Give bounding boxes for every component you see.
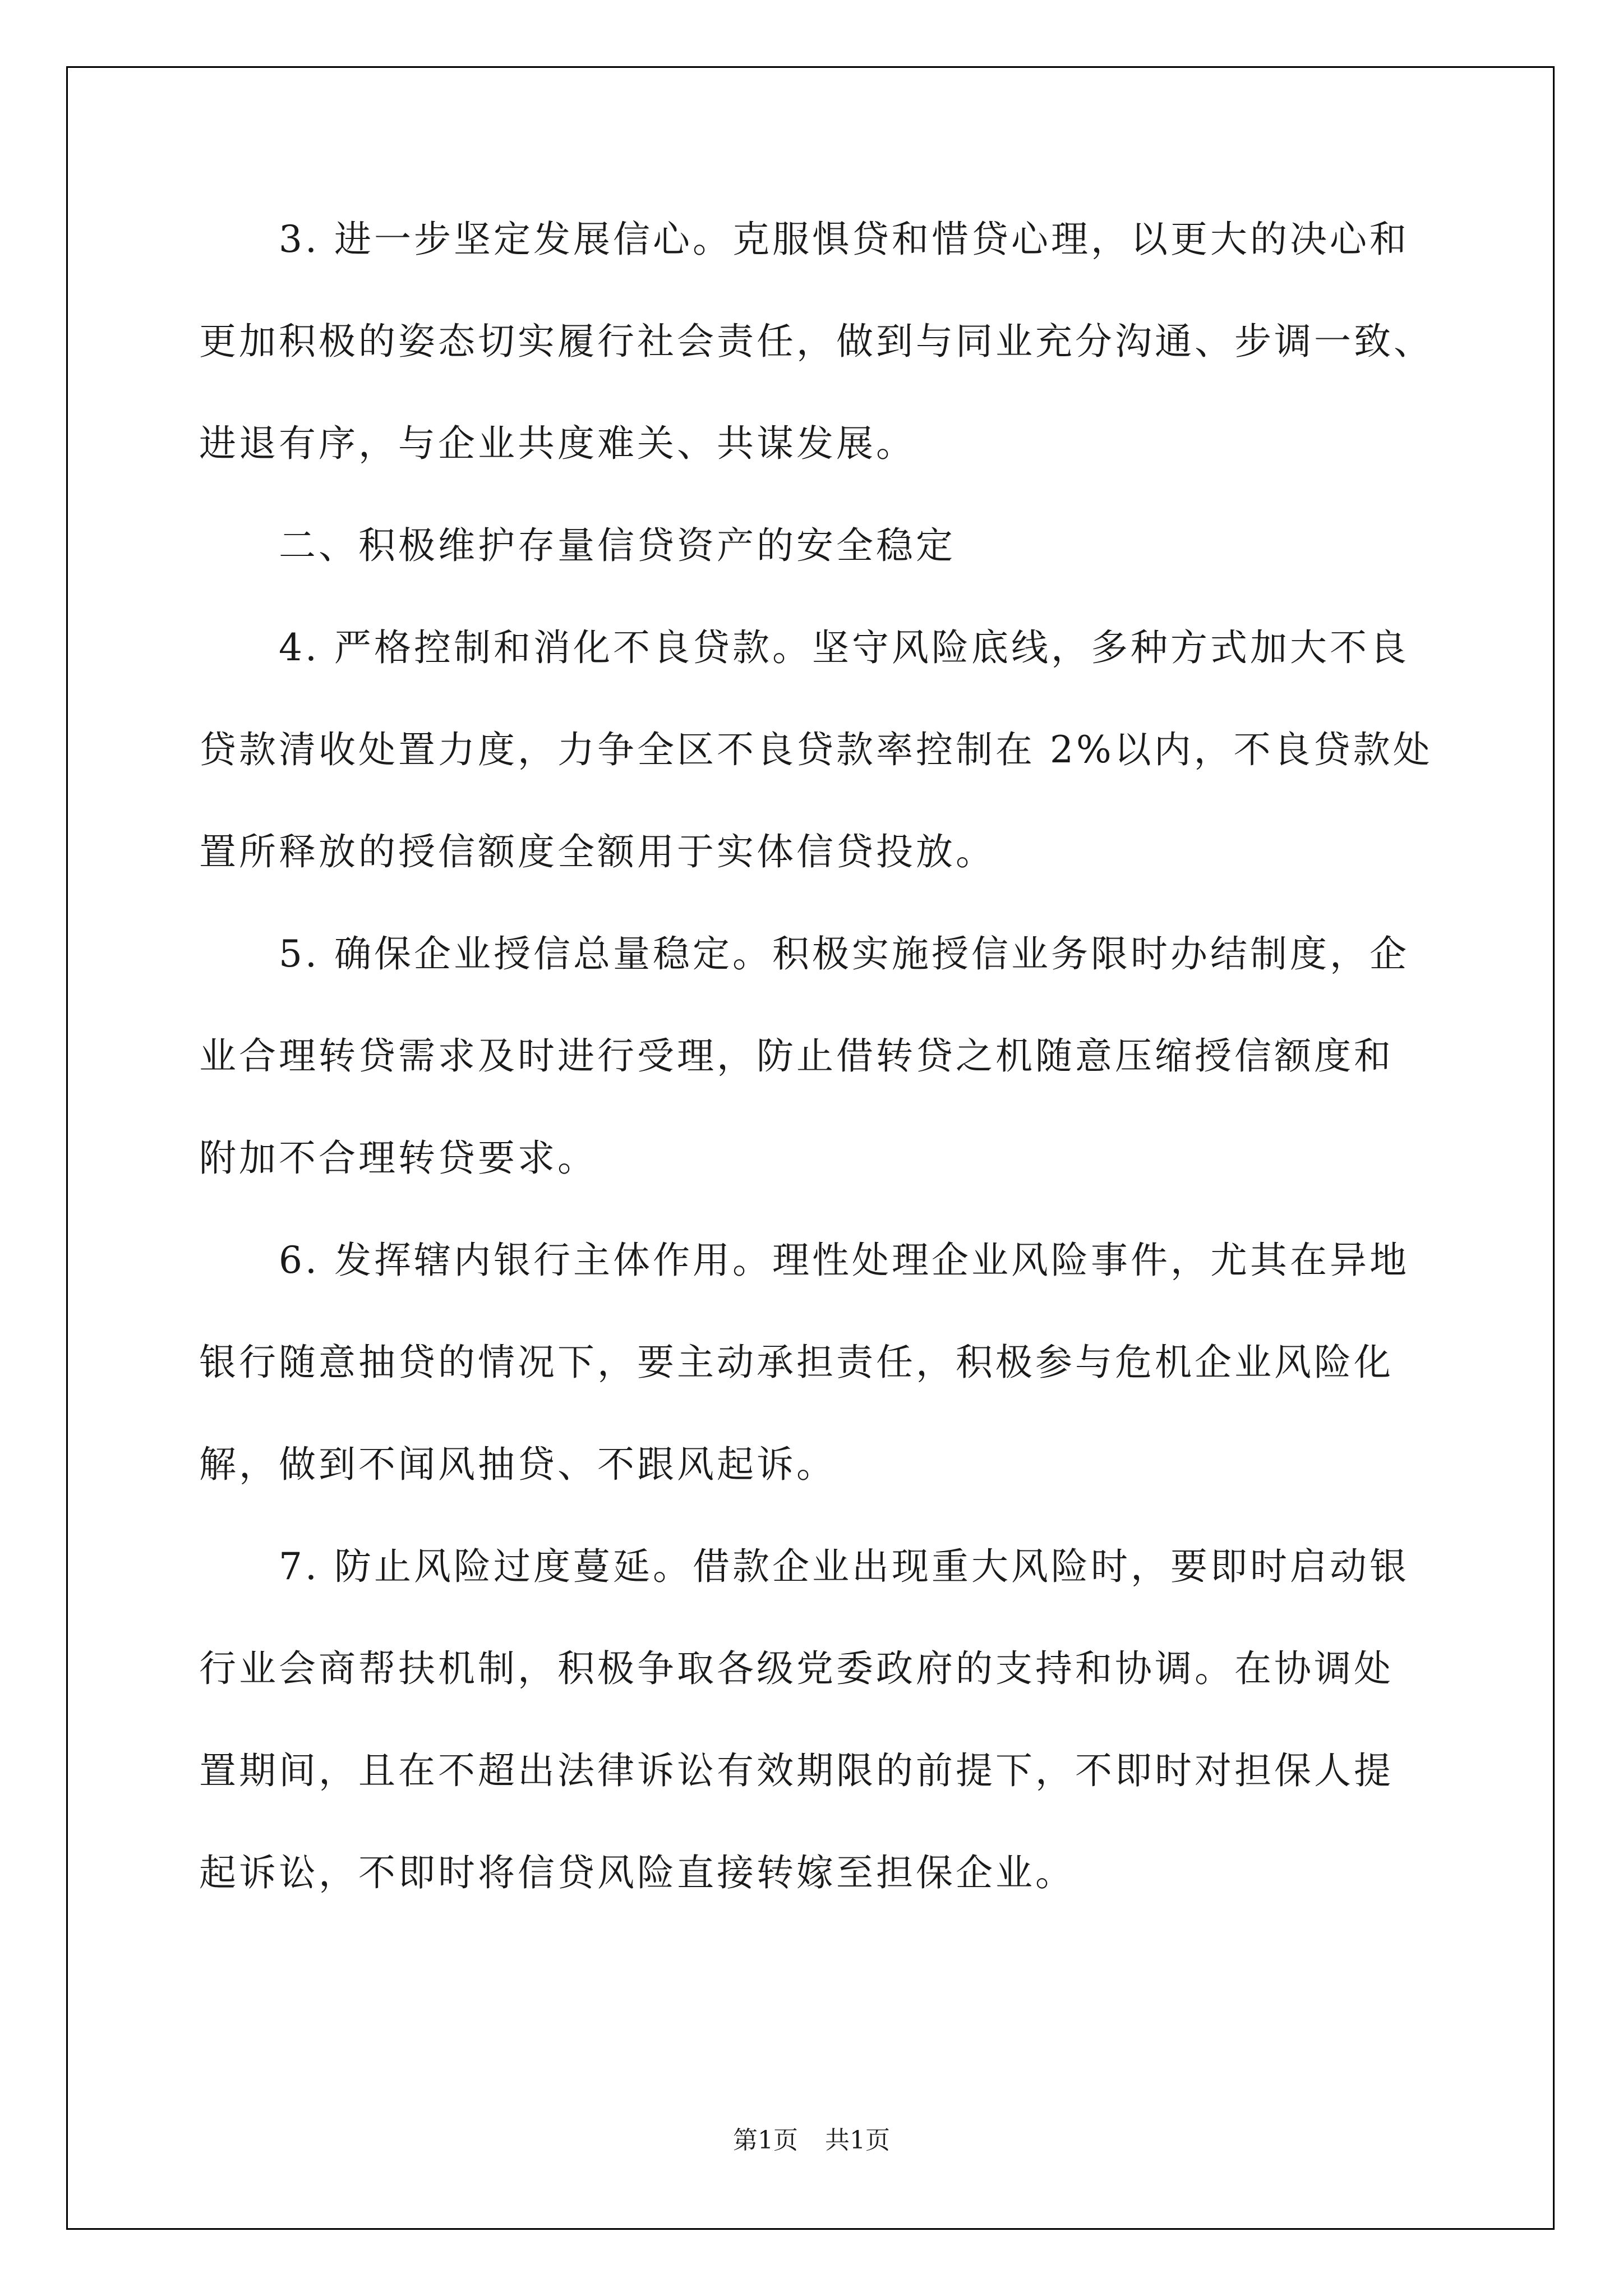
text-line: 更加积极的姿态切实履行社会责任，做到与同业充分沟通、步调一致、: [199, 320, 1433, 363]
text-line: 业合理转贷需求及时进行受理，防止借转贷之机随意压缩授信额度和: [199, 1034, 1394, 1078]
page-number-current: 第1页: [733, 2126, 798, 2155]
text-line: 起诉讼，不即时将信贷风险直接转嫁至担保企业。: [199, 1851, 1075, 1894]
text-line: 5. 确保企业授信总量稳定。积极实施授信业务限时办结制度，企: [199, 932, 1409, 976]
page-footer: [0, 2125, 1623, 2156]
text-line: 4. 严格控制和消化不良贷款。坚守风险底线，多种方式加大不良: [199, 626, 1409, 669]
text-line: 7. 防止风险过度蔓延。借款企业出现重大风险时，要即时启动银: [199, 1545, 1409, 1588]
text-line: 6. 发挥辖内银行主体作用。理性处理企业风险事件，尤其在异地: [199, 1239, 1409, 1282]
text-line: 进退有序，与企业共度难关、共谋发展。: [199, 422, 916, 465]
page-number-total: 共1页: [825, 2126, 890, 2155]
text-line: 置所释放的授信额度全额用于实体信贷投放。: [199, 830, 995, 873]
section-heading: 二、积极维护存量信贷资产的安全稳定: [199, 524, 956, 567]
text-line: 附加不合理转贷要求。: [199, 1137, 597, 1180]
text-line: 解，做到不闻风抽贷、不跟风起诉。: [199, 1443, 836, 1486]
text-line: 置期间，且在不超出法律诉讼有效期限的前提下，不即时对担保人提: [199, 1749, 1394, 1792]
text-line: 银行随意抽贷的情况下，要主动承担责任，积极参与危机企业风险化: [199, 1341, 1394, 1384]
text-line: 行业会商帮扶机制，积极争取各级党委政府的支持和协调。在协调处: [199, 1647, 1394, 1690]
text-line: 3. 进一步坚定发展信心。克服惧贷和惜贷心理，以更大的决心和: [199, 218, 1409, 261]
text-line: 贷款清收处置力度，力争全区不良贷款率控制在 2%以内，不良贷款处: [199, 728, 1433, 771]
